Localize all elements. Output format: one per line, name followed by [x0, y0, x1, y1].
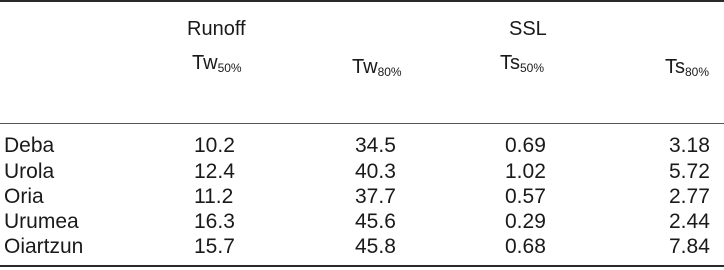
table-bottom-rule — [0, 265, 724, 267]
table-cell: 0.29 — [505, 210, 546, 233]
group-header-runoff: Runoff — [187, 18, 246, 40]
table-cell: 34.5 — [355, 134, 396, 157]
column-header-ts80: $Ts_{80\%}$ — [665, 56, 710, 79]
table-cell: 16.3 — [194, 210, 235, 233]
column-header-ts50: $Ts_{50\%}$ — [500, 52, 545, 75]
table-cell: 45.8 — [355, 235, 396, 258]
table-cell: 45.6 — [355, 210, 396, 233]
table-cell: 0.57 — [505, 185, 546, 208]
table-cell: 5.72 — [669, 160, 710, 183]
table-cell: 0.68 — [505, 235, 546, 258]
table-cell: 2.77 — [669, 185, 710, 208]
header-rule — [0, 123, 724, 124]
table-cell: 15.7 — [194, 235, 235, 258]
row-label: Urumea — [4, 210, 79, 233]
table-cell: 3.18 — [669, 134, 710, 157]
table-top-rule — [0, 0, 724, 2]
column-header-tw80: $Tw_{80\%}$ — [352, 56, 402, 79]
table-cell: 11.2 — [194, 185, 234, 208]
row-label: Urola — [4, 160, 55, 183]
column-header-tw50: $Tw_{50\%}$ — [192, 52, 242, 75]
table-cell: 7.84 — [669, 235, 710, 258]
table-cell: 2.44 — [669, 210, 710, 233]
table-cell: 40.3 — [355, 160, 396, 183]
group-header-ssl: SSL — [509, 18, 547, 40]
row-label: Oiartzun — [4, 235, 84, 258]
table-cell: 37.7 — [355, 185, 396, 208]
row-label: Oria — [4, 185, 44, 208]
table-cell: 12.4 — [194, 160, 235, 183]
table-cell: 1.02 — [505, 160, 546, 183]
row-label: Deba — [4, 134, 55, 157]
table-cell: 0.69 — [505, 134, 546, 157]
table-cell: 10.2 — [194, 134, 235, 157]
